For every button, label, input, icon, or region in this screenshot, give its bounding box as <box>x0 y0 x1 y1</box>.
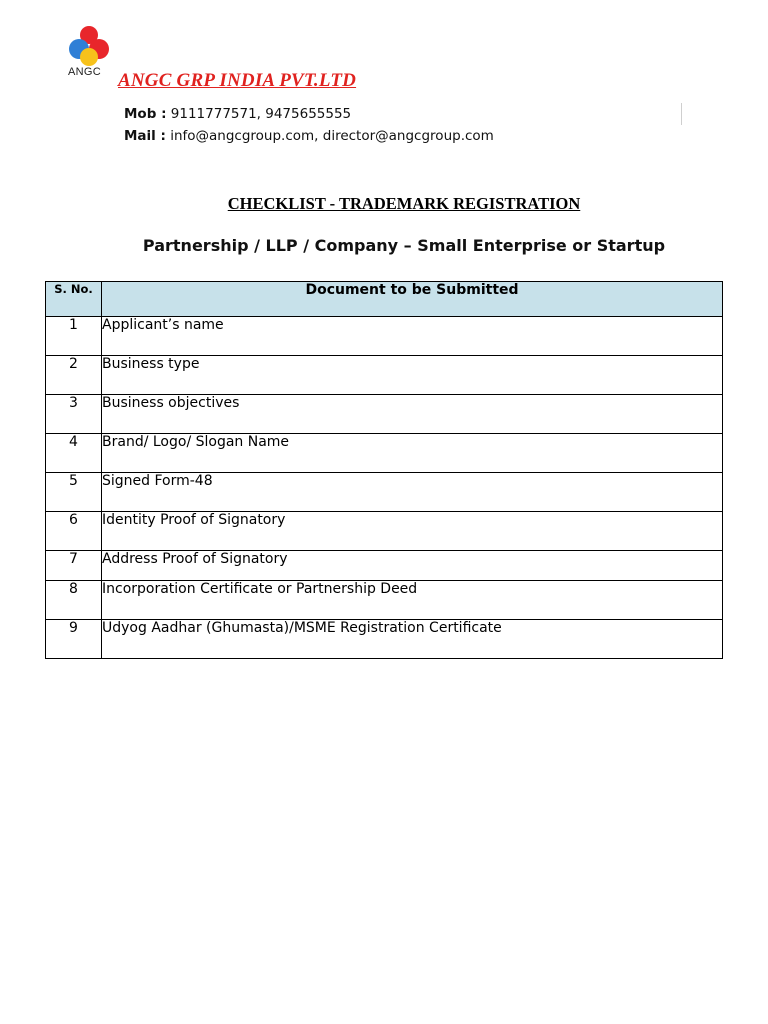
table-row <box>46 551 723 581</box>
row-sno: 8 <box>46 581 102 620</box>
table-row <box>46 620 723 659</box>
row-document: Business objectives <box>102 395 723 434</box>
row-sno: 5 <box>46 473 102 512</box>
document-title: CHECKLIST - TRADEMARK REGISTRATION <box>227 194 581 213</box>
row-sno: 6 <box>46 512 102 551</box>
row-sno: 2 <box>46 356 102 395</box>
mail-label: Mail : <box>124 128 166 144</box>
logo-icon <box>66 24 112 68</box>
row-document: Address Proof of Signatory <box>102 551 723 581</box>
row-sno: 1 <box>46 317 102 356</box>
row-sno: 9 <box>46 620 102 659</box>
row-document: Incorporation Certificate or Partnership Deed <box>102 581 723 620</box>
contact-mobile <box>124 106 351 122</box>
row-document: Brand/ Logo/ Slogan Name <box>102 434 723 473</box>
document-subtitle: Partnership / LLP / Company – Small Enterprise or Startup <box>142 236 666 255</box>
company-name: ANGC GRP INDIA PVT.LTD <box>118 70 357 91</box>
row-document: Signed Form-48 <box>102 473 723 512</box>
table-row <box>46 356 723 395</box>
column-header-document: Document to be Submitted <box>102 282 723 317</box>
row-document: Applicant’s name <box>102 317 723 356</box>
row-sno: 4 <box>46 434 102 473</box>
table-row <box>46 317 723 356</box>
divider <box>681 103 682 125</box>
mobile-label: Mob : <box>124 106 167 122</box>
logo-text: ANGC <box>68 66 101 78</box>
table-row <box>46 434 723 473</box>
mail-value: info@angcgroup.com, director@angcgroup.com <box>170 128 494 144</box>
row-sno: 3 <box>46 395 102 434</box>
mobile-value: 9111777571, 9475655555 <box>170 106 352 122</box>
table-row <box>46 473 723 512</box>
column-header-sno: S. No. <box>46 282 102 317</box>
table-row <box>46 395 723 434</box>
table-row <box>46 512 723 551</box>
row-document: Identity Proof of Signatory <box>102 512 723 551</box>
checklist-table <box>45 281 723 659</box>
table-header-row <box>46 282 723 317</box>
contact-mail <box>124 128 494 144</box>
row-document: Business type <box>102 356 723 395</box>
row-document: Udyog Aadhar (Ghumasta)/MSME Registration Certificate <box>102 620 723 659</box>
row-sno: 7 <box>46 551 102 581</box>
table-row <box>46 581 723 620</box>
